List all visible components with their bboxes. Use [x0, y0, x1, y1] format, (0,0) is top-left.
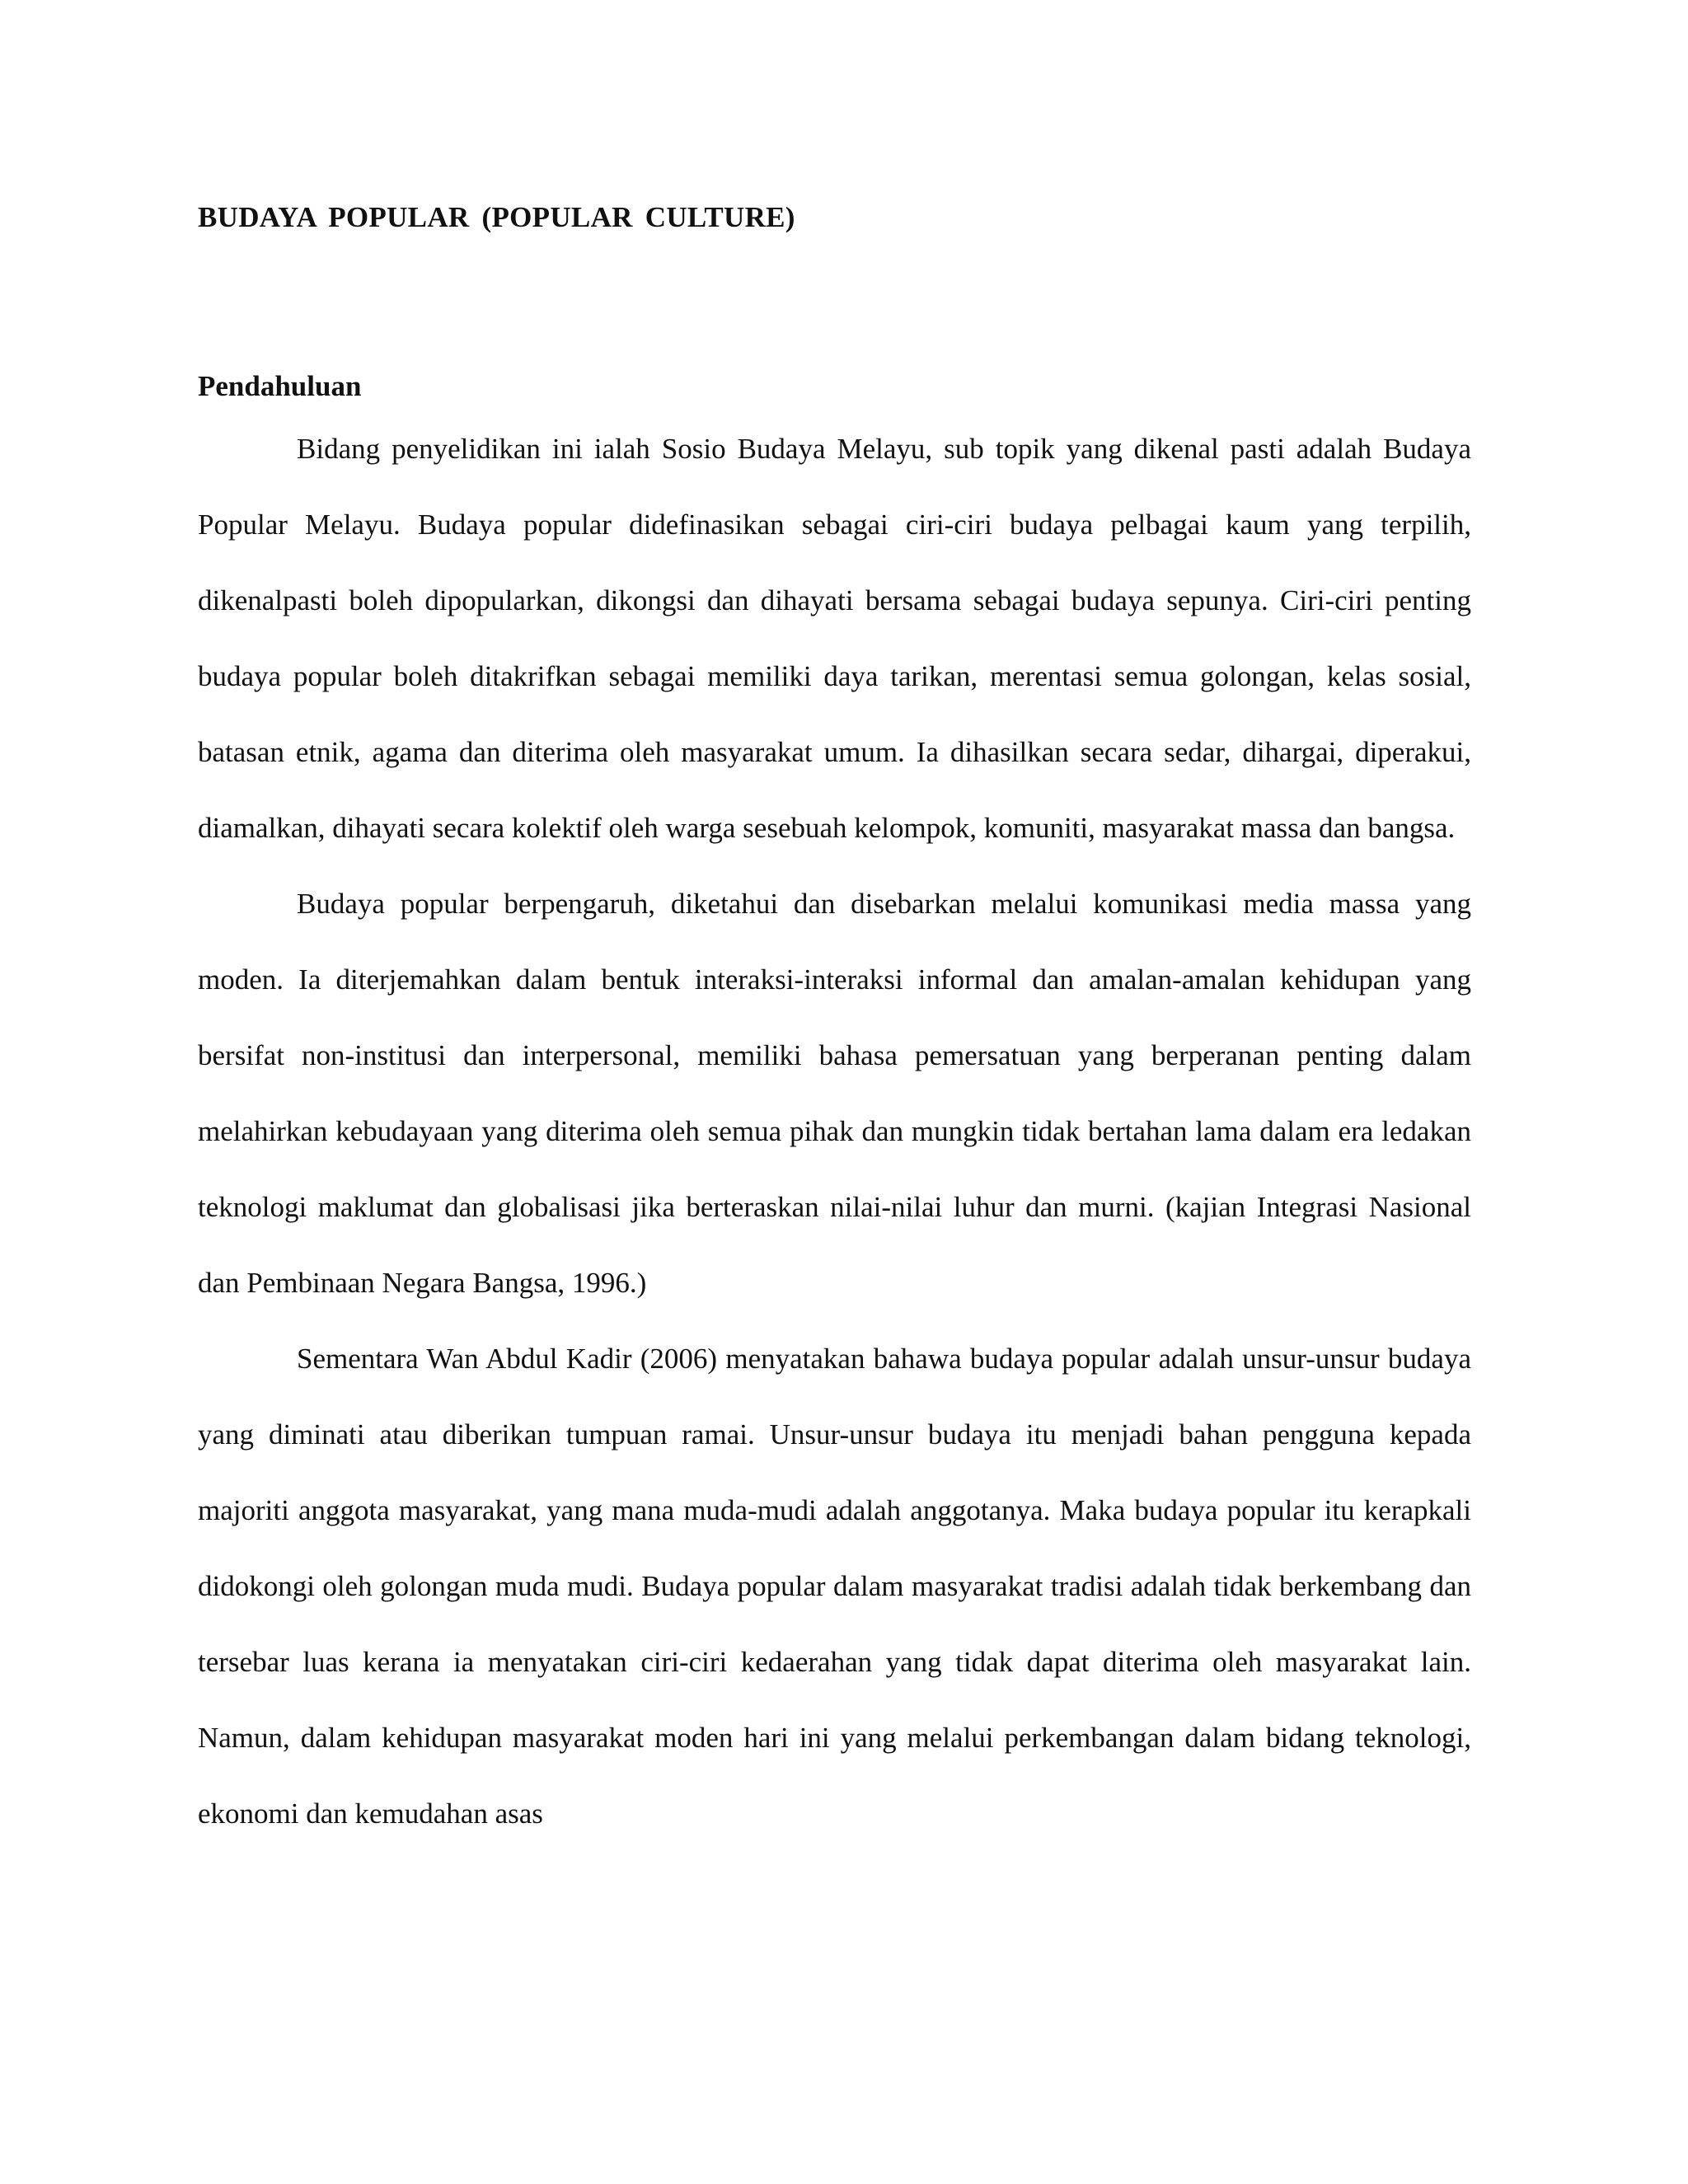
document-title: BUDAYA POPULAR (POPULAR CULTURE) [198, 201, 795, 233]
body-paragraph: Bidang penyelidikan ini ialah Sosio Budaya Melayu, sub topik yang dikenal pasti adalah Budaya Popular Melayu. Budaya popular didefinasikan sebagai ciri-ciri budaya pelbagai kaum yang terpilih, dikenalpasti boleh dipopularkan, dikongsi dan dihayati bersama sebagai budaya sepunya. Ciri-ciri penting budaya popular boleh ditakrifkan sebagai memiliki daya tarikan, merentasi semua golongan, kelas sosial, batasan etnik, agama dan diterima oleh masyarakat umum. Ia dihasilkan secara sedar, dihargai, diperakui, diamalkan, dihayati secara kolektif oleh warga sesebuah kelompok, komuniti, masyarakat massa dan bangsa. [198, 433, 1471, 844]
body-paragraph: Budaya popular berpengaruh, diketahui dan disebarkan melalui komunikasi media massa yang moden. Ia diterjemahkan dalam bentuk interaksi-interaksi informal dan amalan-amalan kehidupan yang bersifat non-institusi dan interpersonal, memiliki bahasa pemersatuan yang berperanan penting dalam melahirkan kebudayaan yang diterima oleh semua pihak dan mungkin tidak bertahan lama dalam era ledakan teknologi maklumat dan globalisasi jika berteraskan nilai-nilai luhur dan murni. (kajian Integrasi Nasional dan Pembinaan Negara Bangsa, 1996.) [198, 888, 1471, 1299]
document-body [198, 194, 1471, 1852]
section-heading: Pendahuluan [198, 370, 362, 402]
body-paragraph: Sementara Wan Abdul Kadir (2006) menyatakan bahawa budaya popular adalah unsur-unsur budaya yang diminati atau diberikan tumpuan ramai. Unsur-unsur budaya itu menjadi bahan pengguna kepada majoriti anggota masyarakat, yang mana muda-mudi adalah anggotanya. Maka budaya popular itu kerapkali didokongi oleh golongan muda mudi. Budaya popular dalam masyarakat tradisi adalah tidak berkembang dan tersebar luas kerana ia menyatakan ciri-ciri kedaerahan yang tidak dapat diterima oleh masyarakat lain. Namun, dalam kehidupan masyarakat moden hari ini yang melalui perkembangan dalam bidang teknologi, ekonomi dan kemudahan asas [198, 1343, 1471, 1830]
